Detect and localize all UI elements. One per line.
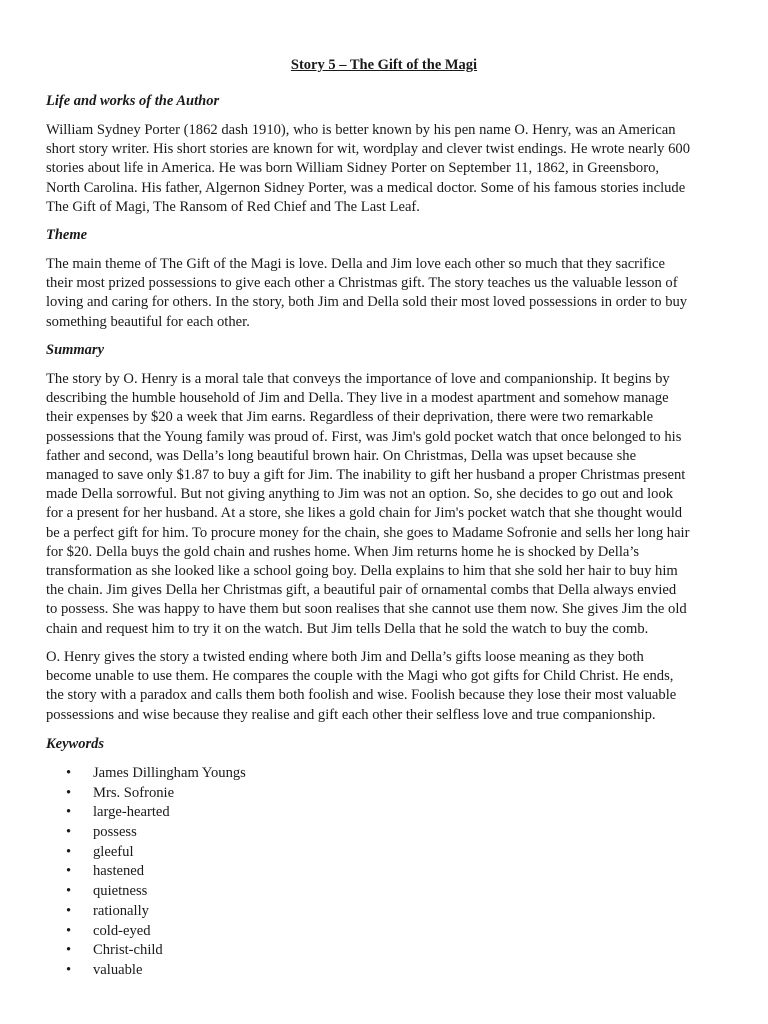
- bullet-icon: •: [66, 843, 72, 860]
- keyword-text: Mrs. Sofronie: [93, 784, 175, 801]
- text-line: their expenses by $20 a week that Jim earns. Regardless of their deprivation, there were two remarkable: [46, 409, 654, 426]
- bullet-icon: •: [66, 961, 72, 978]
- keyword-text: cold-eyed: [93, 922, 151, 939]
- keyword-text: James Dillingham Youngs: [93, 765, 246, 781]
- text-line: made Della sorrowful. But not giving anything to Jim was not an option. So, she decides to go out and look: [46, 486, 674, 503]
- author-heading: Life and works of the Author: [46, 93, 220, 109]
- text-line: transformation as she looked like a school going boy. Della explains to him that she sold her hair to buy him: [46, 563, 678, 580]
- summary-heading: Summary: [46, 342, 105, 358]
- text-line: for a present for her husband. At a store, she likes a gold chain for Jim's pocket watch that she thought would: [46, 505, 683, 522]
- document-title: Story 5 – The Gift of the Magi: [290, 57, 478, 73]
- keyword-text: valuable: [93, 961, 143, 978]
- text-line: possessions and wise because they realise and gift each other their selfless love and true companionship.: [46, 706, 656, 723]
- bullet-icon: •: [66, 824, 72, 841]
- bullet-icon: •: [66, 765, 72, 781]
- text-line: managed to save only $1.87 to buy a gift for Jim. The inability to gift her husband a proper Christmas present: [46, 467, 686, 484]
- bullet-icon: •: [66, 784, 72, 801]
- author-paragraph: [46, 121, 736, 217]
- text-line: North Carolina. His father, Algernon Sidney Porter, was a medical doctor. Some of his famous stories include: [46, 179, 686, 196]
- text-line: O. Henry gives the story a twisted ending where both Jim and Della’s gifts loose meaning as they both: [46, 649, 644, 665]
- text-line: short story writer. His short stories are known for wit, wordplay and clever twist endings. He wrote nearly 600: [46, 141, 691, 158]
- keyword-text: quietness: [93, 883, 148, 900]
- text-line: the chain. Jim gives Della her Christmas gift, a beautiful pair of ornamental combs that Della always envied: [46, 582, 677, 599]
- text-line: father and second, was Della’s long beautiful brown hair. On Christmas, Della was upset because she: [46, 447, 637, 464]
- keyword-text: gleeful: [93, 843, 134, 860]
- theme-heading: Theme: [46, 227, 88, 243]
- bullet-icon: •: [66, 883, 72, 900]
- text-line: their most prized possessions to give each other a Christmas gift. The story teaches us the valuable lesson of: [46, 275, 678, 292]
- list-item: [66, 823, 246, 843]
- bullet-icon: •: [66, 922, 72, 939]
- list-item: [66, 843, 246, 863]
- text-line: possessions that the Young family was proud of. First, was Jim's gold pocket watch that once belonged to his: [46, 428, 682, 445]
- list-item: [66, 882, 246, 902]
- text-line: stories about life in America. He was born William Sidney Porter on September 11, 1862, in Greensboro,: [46, 160, 660, 177]
- keywords-heading: Keywords: [46, 736, 104, 752]
- list-item: [66, 862, 246, 882]
- text-line: William Sydney Porter (1862 dash 1910), who is better known by his pen name O. Henry, was an American: [46, 122, 676, 138]
- keyword-text: large-hearted: [93, 804, 170, 821]
- keyword-text: Christ-child: [93, 942, 163, 959]
- list-item: [66, 922, 246, 942]
- bullet-icon: •: [66, 942, 72, 959]
- summary-paragraph-2: [46, 648, 736, 725]
- list-item: [66, 803, 246, 823]
- list-item: [66, 764, 246, 784]
- text-line: to possess. She was happy to have them but soon realises that she cannot use them now. She gives Jim the old: [46, 601, 687, 618]
- text-line: be a perfect gift for him. To procure money for the chain, she goes to Madame Sofronie and sells her long hair: [46, 524, 690, 541]
- text-line: The main theme of The Gift of the Magi is love. Della and Jim love each other so much that they sacrifice: [46, 256, 665, 272]
- text-line: loving and caring for others. In the story, both Jim and Della sold their most loved possessions in order to buy: [46, 294, 688, 311]
- text-line: for $20. Della buys the gold chain and rushes home. When Jim returns home he is shocked by Della’s: [46, 543, 640, 560]
- text-line: describing the humble household of Jim and Della. They live in a modest apartment and somehow manage: [46, 390, 669, 407]
- list-item: [66, 902, 246, 922]
- text-line: The Gift of Magi, The Ransom of Red Chief and The Last Leaf.: [46, 198, 420, 215]
- list-item: [66, 941, 246, 961]
- text-line: something beautiful for each other.: [46, 313, 250, 330]
- text-line: become unable to use them. He compares the couple with the Magi who got gifts for Child Christ. He ends,: [46, 668, 674, 685]
- text-line: chain and request him to try it on the watch. But Jim tells Della that he sold the watch to buy the comb.: [46, 620, 649, 637]
- bullet-icon: •: [66, 863, 72, 880]
- keyword-text: rationally: [93, 902, 149, 919]
- text-line: The story by O. Henry is a moral tale that conveys the importance of love and companionship. It begins by: [46, 371, 670, 387]
- bullet-icon: •: [66, 804, 72, 821]
- theme-paragraph: [46, 255, 736, 332]
- keyword-text: possess: [93, 824, 137, 841]
- text-line: the story with a paradox and calls them both foolish and wise. Foolish because they lose their most valuable: [46, 687, 677, 704]
- keywords-list: [66, 764, 246, 981]
- bullet-icon: •: [66, 902, 72, 919]
- list-item: [66, 961, 246, 981]
- summary-paragraph-1: [46, 370, 736, 639]
- list-item: [66, 784, 246, 804]
- keyword-text: hastened: [93, 863, 145, 880]
